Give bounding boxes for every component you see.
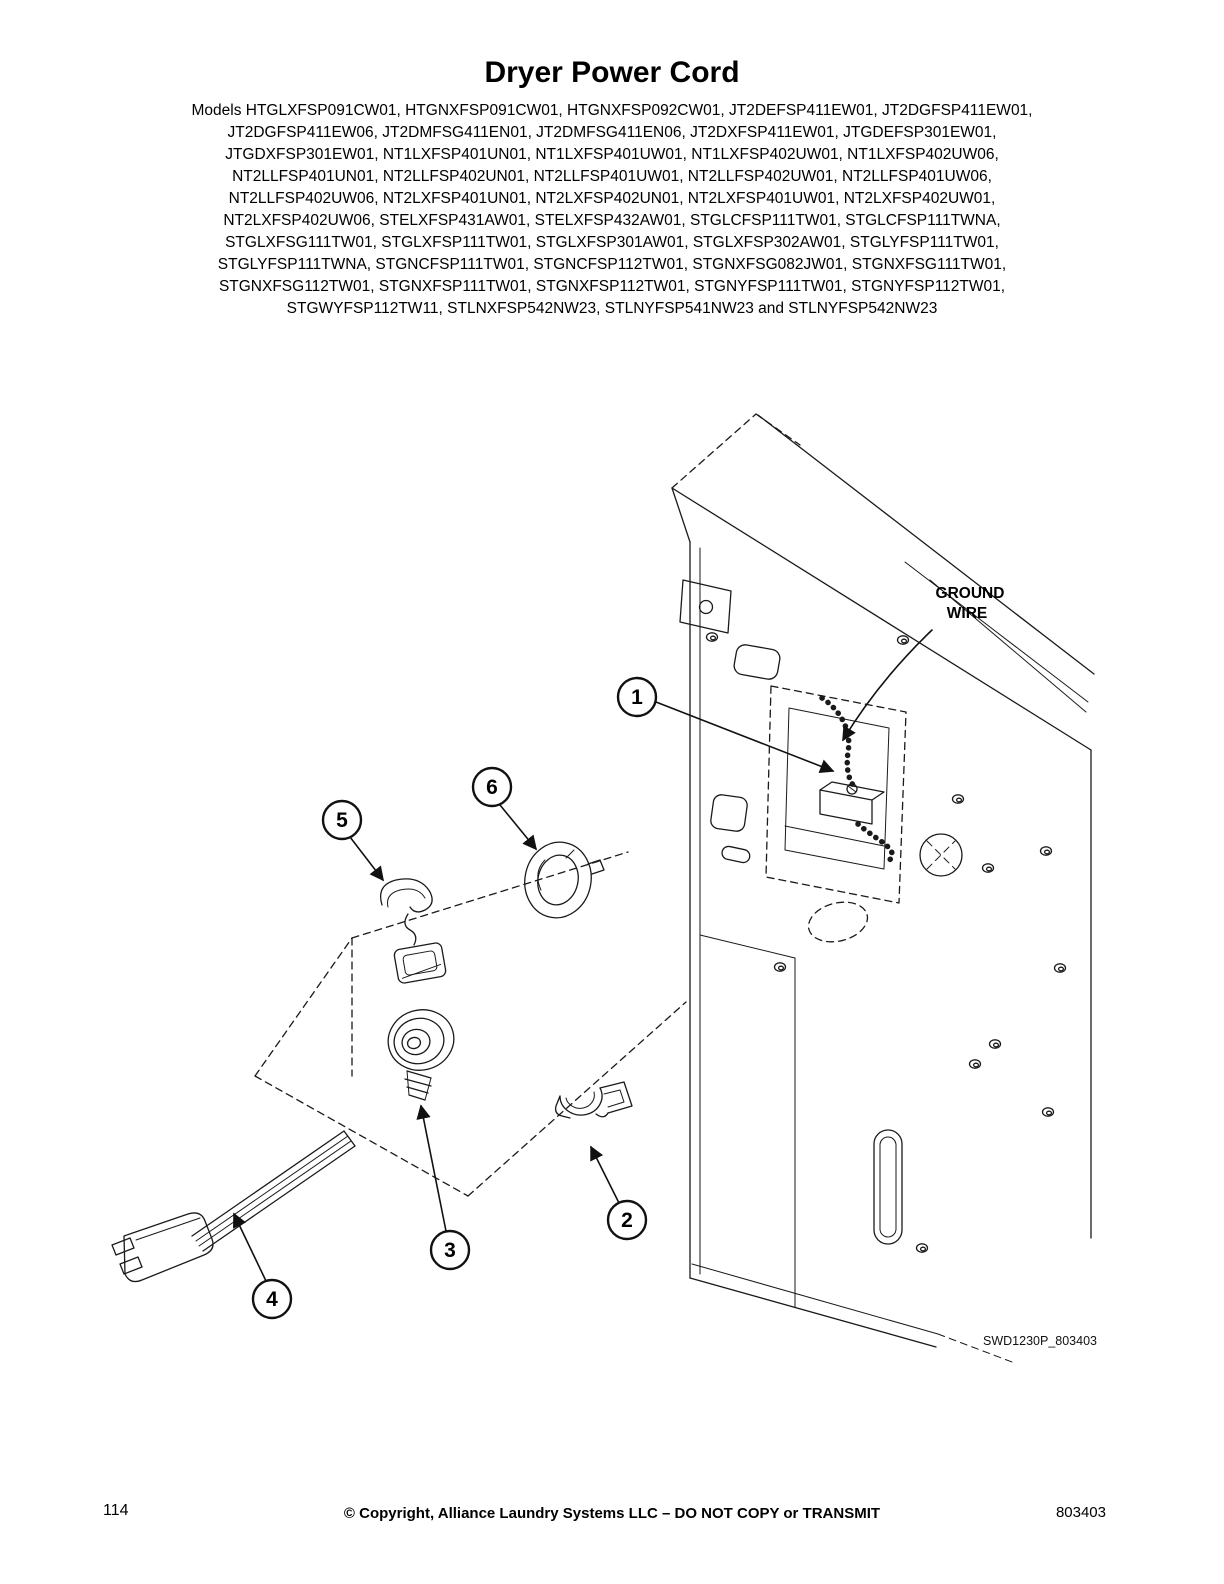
model-list [82, 100, 1142, 320]
part-strain-relief-ring [518, 836, 604, 924]
screw-hole [1055, 964, 1066, 972]
screw-hole [1041, 847, 1052, 855]
screw-hole [707, 633, 718, 641]
callout-5-number: 5 [336, 809, 348, 832]
part-power-cord [112, 1131, 355, 1282]
ground-wire-label-line1: GROUND [935, 585, 1005, 602]
vent-slot [874, 1130, 902, 1244]
knockout-circle [920, 834, 962, 876]
ground-wire [858, 824, 892, 862]
vent-slot-inner [880, 1137, 896, 1237]
callout-5 [323, 801, 383, 880]
callout-4 [234, 1214, 291, 1318]
screw-holes [707, 633, 1066, 1252]
slot-hole [721, 845, 751, 864]
models-line: JTGDXFSP301EW01, NT1LXFSP401UN01, NT1LXFSP401UW01, NT1LXFSP402UW01, NT1LXFSP402UW06, [225, 146, 999, 163]
assembly-dashed-lines [255, 852, 686, 1196]
ground-wire-label-line2: WIRE [946, 605, 988, 622]
models-line: Models HTGLXFSP091CW01, HTGNXFSP091CW01, HTGNXFSP092CW01, JT2DEFSP411EW01, JT2DGFSP411EW01, [191, 102, 1033, 119]
ground-wire-arrow [843, 630, 932, 740]
models-line: STGWYFSP112TW11, STLNXFSP542NW23, STLNYFSP541NW23 and STLNYFSP542NW23 [286, 300, 938, 317]
page-title: Dryer Power Cord [484, 56, 740, 89]
terminal-block-area [766, 686, 906, 903]
models-line: STGLYFSP111TWNA, STGNCFSP111TW01, STGNCFSP112TW01, STGNXFSG082JW01, STGNXFSG111TW01, [217, 256, 1007, 273]
screw-hole [1043, 1108, 1054, 1116]
callout-2-leader [591, 1147, 619, 1203]
part-cord-bushing [381, 1002, 460, 1100]
models-line: STGNXFSG112TW01, STGNXFSP111TW01, STGNXFSP112TW01, STGNYFSP111TW01, STGNYFSP112TW01, [218, 278, 1006, 295]
models-line: JT2DGFSP411EW06, JT2DMFSG411EN01, JT2DMFSG411EN06, JT2DXFSP411EW01, JTGDEFSP301EW01, [227, 124, 997, 141]
callout-4-leader [234, 1214, 266, 1281]
screw-hole [917, 1244, 928, 1252]
screw-hole [983, 864, 994, 872]
callout-4-number: 4 [266, 1288, 278, 1311]
callout-1-number: 1 [631, 686, 643, 709]
callout-3 [421, 1106, 469, 1269]
callout-5-leader [350, 837, 383, 880]
screw-hole [898, 636, 909, 644]
screw-hole [953, 795, 964, 803]
callout-2 [591, 1147, 646, 1239]
copyright-notice: © Copyright, Alliance Laundry Systems LLC – DO NOT COPY or TRANSMIT [343, 1505, 881, 1522]
callout-6-number: 6 [486, 776, 498, 799]
models-line: STGLXFSG111TW01, STGLXFSP111TW01, STGLXFSP301AW01, STGLXFSP302AW01, STGLYFSP111TW01, [225, 234, 999, 251]
terminal-block [820, 790, 872, 824]
exploded-parts-diagram [0, 390, 1224, 1390]
hinge-bracket [680, 580, 731, 633]
screw-hole [970, 1060, 981, 1068]
diagram-svg [0, 390, 1224, 1390]
screw-hole [775, 963, 786, 971]
plug-body [124, 1213, 213, 1282]
ground-wire-label-group [843, 585, 1004, 740]
knockout-detail [927, 841, 955, 869]
rounded-cutout [733, 643, 782, 680]
panel-features [680, 580, 962, 1244]
document-number: 803403 [1055, 1504, 1106, 1521]
figure-code: SWD1230P_803403 [983, 1334, 1097, 1348]
callout-3-number: 3 [444, 1239, 456, 1262]
callout-6 [473, 768, 536, 849]
callout-1-leader [656, 702, 833, 771]
page-number: 114 [103, 1502, 129, 1519]
ground-wire [822, 698, 853, 785]
screw-hole [990, 1040, 1001, 1048]
plug-prong [112, 1238, 134, 1255]
dryer-rear-panel [672, 414, 1094, 1362]
part-cord-clip [381, 879, 447, 984]
dashed-knockout [804, 896, 871, 947]
callout-6-leader [500, 805, 536, 849]
callout-3-leader [421, 1106, 446, 1231]
callout-2-number: 2 [621, 1209, 633, 1232]
models-line: NT2LLFSP402UW06, NT2LXFSP401UN01, NT2LXFSP402UN01, NT2LXFSP401UW01, NT2LXFSP402UW01, [228, 190, 996, 207]
plug-prong [120, 1257, 142, 1274]
part-strain-relief-clamp [556, 1082, 632, 1118]
models-line: NT2LLFSP401UN01, NT2LLFSP402UN01, NT2LLFSP401UW01, NT2LLFSP402UW01, NT2LLFSP401UW06, [232, 168, 992, 185]
square-cutout [710, 794, 748, 832]
models-line: NT2LXFSP402UW06, STELXFSP431AW01, STELXFSP432AW01, STGLCFSP111TW01, STGLCFSP111TWNA, [223, 212, 1001, 229]
